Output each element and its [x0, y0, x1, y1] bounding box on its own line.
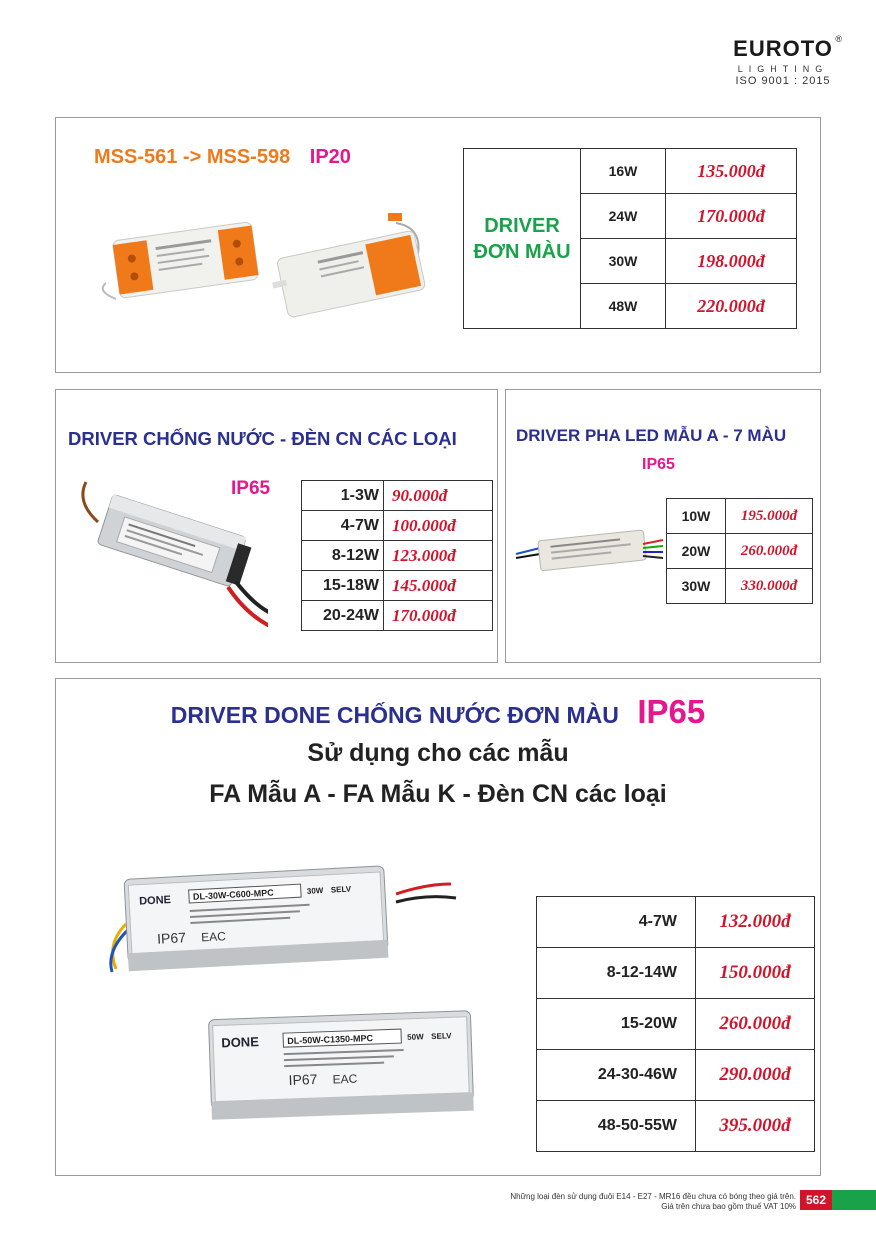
product1-eac: EAC [200, 929, 227, 945]
section2-title: DRIVER CHỐNG NƯỚC - ĐÈN CN CÁC LOẠI [68, 428, 457, 449]
size-cell: 48W [581, 284, 666, 329]
section-waterproof-driver [55, 389, 498, 663]
product1-brand: DONE [138, 893, 172, 908]
size-cell: 1-3W [302, 481, 384, 511]
section4-title-text: DRIVER DONE CHỐNG NƯỚC ĐƠN MÀU [170, 702, 619, 728]
section4-ip: IP65 [637, 693, 706, 730]
size-cell: 20-24W [302, 601, 384, 631]
product2-model: DL-50W-C1350-MPC [287, 1033, 374, 1047]
section-mss-driver [55, 117, 821, 373]
flood-led-driver-image [511, 520, 666, 580]
size-cell: 10W [667, 499, 726, 534]
product2-watt: 50W [407, 1032, 424, 1042]
price-cell: 330.000đ [726, 569, 813, 604]
flood-price-table [666, 498, 813, 604]
size-cell: 24W [581, 194, 666, 239]
done-price-table [536, 896, 815, 1152]
price-cell: 260.000đ [726, 534, 813, 569]
section-done-driver [55, 678, 821, 1176]
section-flood-led-driver [505, 389, 821, 663]
price-cell: 100.000đ [384, 511, 493, 541]
page-number: 562 [800, 1190, 832, 1210]
size-cell: 15-18W [302, 571, 384, 601]
registered-mark: ® [835, 34, 842, 44]
price-cell: 90.000đ [384, 481, 493, 511]
product2-ip: IP67 [288, 1071, 318, 1089]
price-cell: 150.000đ [696, 948, 815, 999]
waterproof-driver-image [68, 472, 271, 632]
footer-note-vat: Giá trên chưa bao gồm thuế VAT 10% [661, 1202, 796, 1211]
price-cell: 220.000đ [666, 284, 797, 329]
product2-selv: SELV [431, 1031, 452, 1042]
price-cell: 132.000đ [696, 897, 815, 948]
ip-rating: IP20 [309, 146, 351, 168]
size-cell: 4-7W [302, 511, 384, 541]
price-cell: 260.000đ [696, 999, 815, 1050]
price-cell: 195.000đ [726, 499, 813, 534]
driver-label-line1: DRIVER [484, 214, 560, 237]
mss-price-table [463, 148, 797, 329]
driver-label-line2: ĐƠN MÀU [473, 240, 571, 263]
price-cell: 145.000đ [384, 571, 493, 601]
price-cell: 170.000đ [666, 194, 797, 239]
product1-watt: 30W [306, 885, 324, 896]
price-cell: 135.000đ [666, 149, 797, 194]
size-cell: 48-50-55W [537, 1101, 696, 1152]
euroto-logo [728, 34, 842, 88]
driver-label-cell [464, 149, 581, 329]
logo-sub: LIGHTING [737, 64, 829, 74]
price-cell: 395.000đ [696, 1101, 815, 1152]
size-cell: 16W [581, 149, 666, 194]
mss-driver-image [96, 203, 436, 333]
section4-title [56, 693, 820, 731]
section1-title [94, 146, 351, 169]
section3-ip: IP65 [642, 456, 675, 473]
done-driver-30w-image [86, 854, 466, 994]
price-cell: 123.000đ [384, 541, 493, 571]
size-cell: 24-30-46W [537, 1050, 696, 1101]
product1-model: DL-30W-C600-MPC [192, 887, 274, 902]
logo-brand: EUROTO [733, 36, 833, 61]
size-cell: 30W [667, 569, 726, 604]
product2-eac: EAC [332, 1071, 358, 1087]
footer-notes [296, 1192, 796, 1212]
size-cell: 4-7W [537, 897, 696, 948]
footer-note-bulb: Những loại đèn sử dụng đuôi E14 - E27 - MR16 đều chưa có bóng theo giá trên. [510, 1192, 796, 1201]
iso-label: ISO 9001 : 2015 [735, 75, 831, 87]
product1-selv: SELV [330, 884, 352, 895]
size-cell: 20W [667, 534, 726, 569]
price-cell: 198.000đ [666, 239, 797, 284]
size-cell: 30W [581, 239, 666, 284]
product2-brand: DONE [221, 1034, 260, 1051]
done-driver-50w-image [196, 1001, 496, 1131]
product1-ip: IP67 [156, 929, 187, 947]
price-cell: 170.000đ [384, 601, 493, 631]
size-cell: 8-12W [302, 541, 384, 571]
size-cell: 8-12-14W [537, 948, 696, 999]
size-cell: 15-20W [537, 999, 696, 1050]
models-line: FA Mẫu A - FA Mẫu K - Đèn CN các loại [209, 780, 667, 808]
price-cell: 290.000đ [696, 1050, 815, 1101]
waterproof-price-table [301, 480, 493, 631]
section2-ip: IP65 [231, 478, 271, 499]
section3-title: DRIVER PHA LED MẪU A - 7 MÀU [516, 426, 787, 445]
model-range: MSS-561 -> MSS-598 [94, 146, 291, 168]
usage-line: Sử dụng cho các mẫu [307, 739, 569, 767]
